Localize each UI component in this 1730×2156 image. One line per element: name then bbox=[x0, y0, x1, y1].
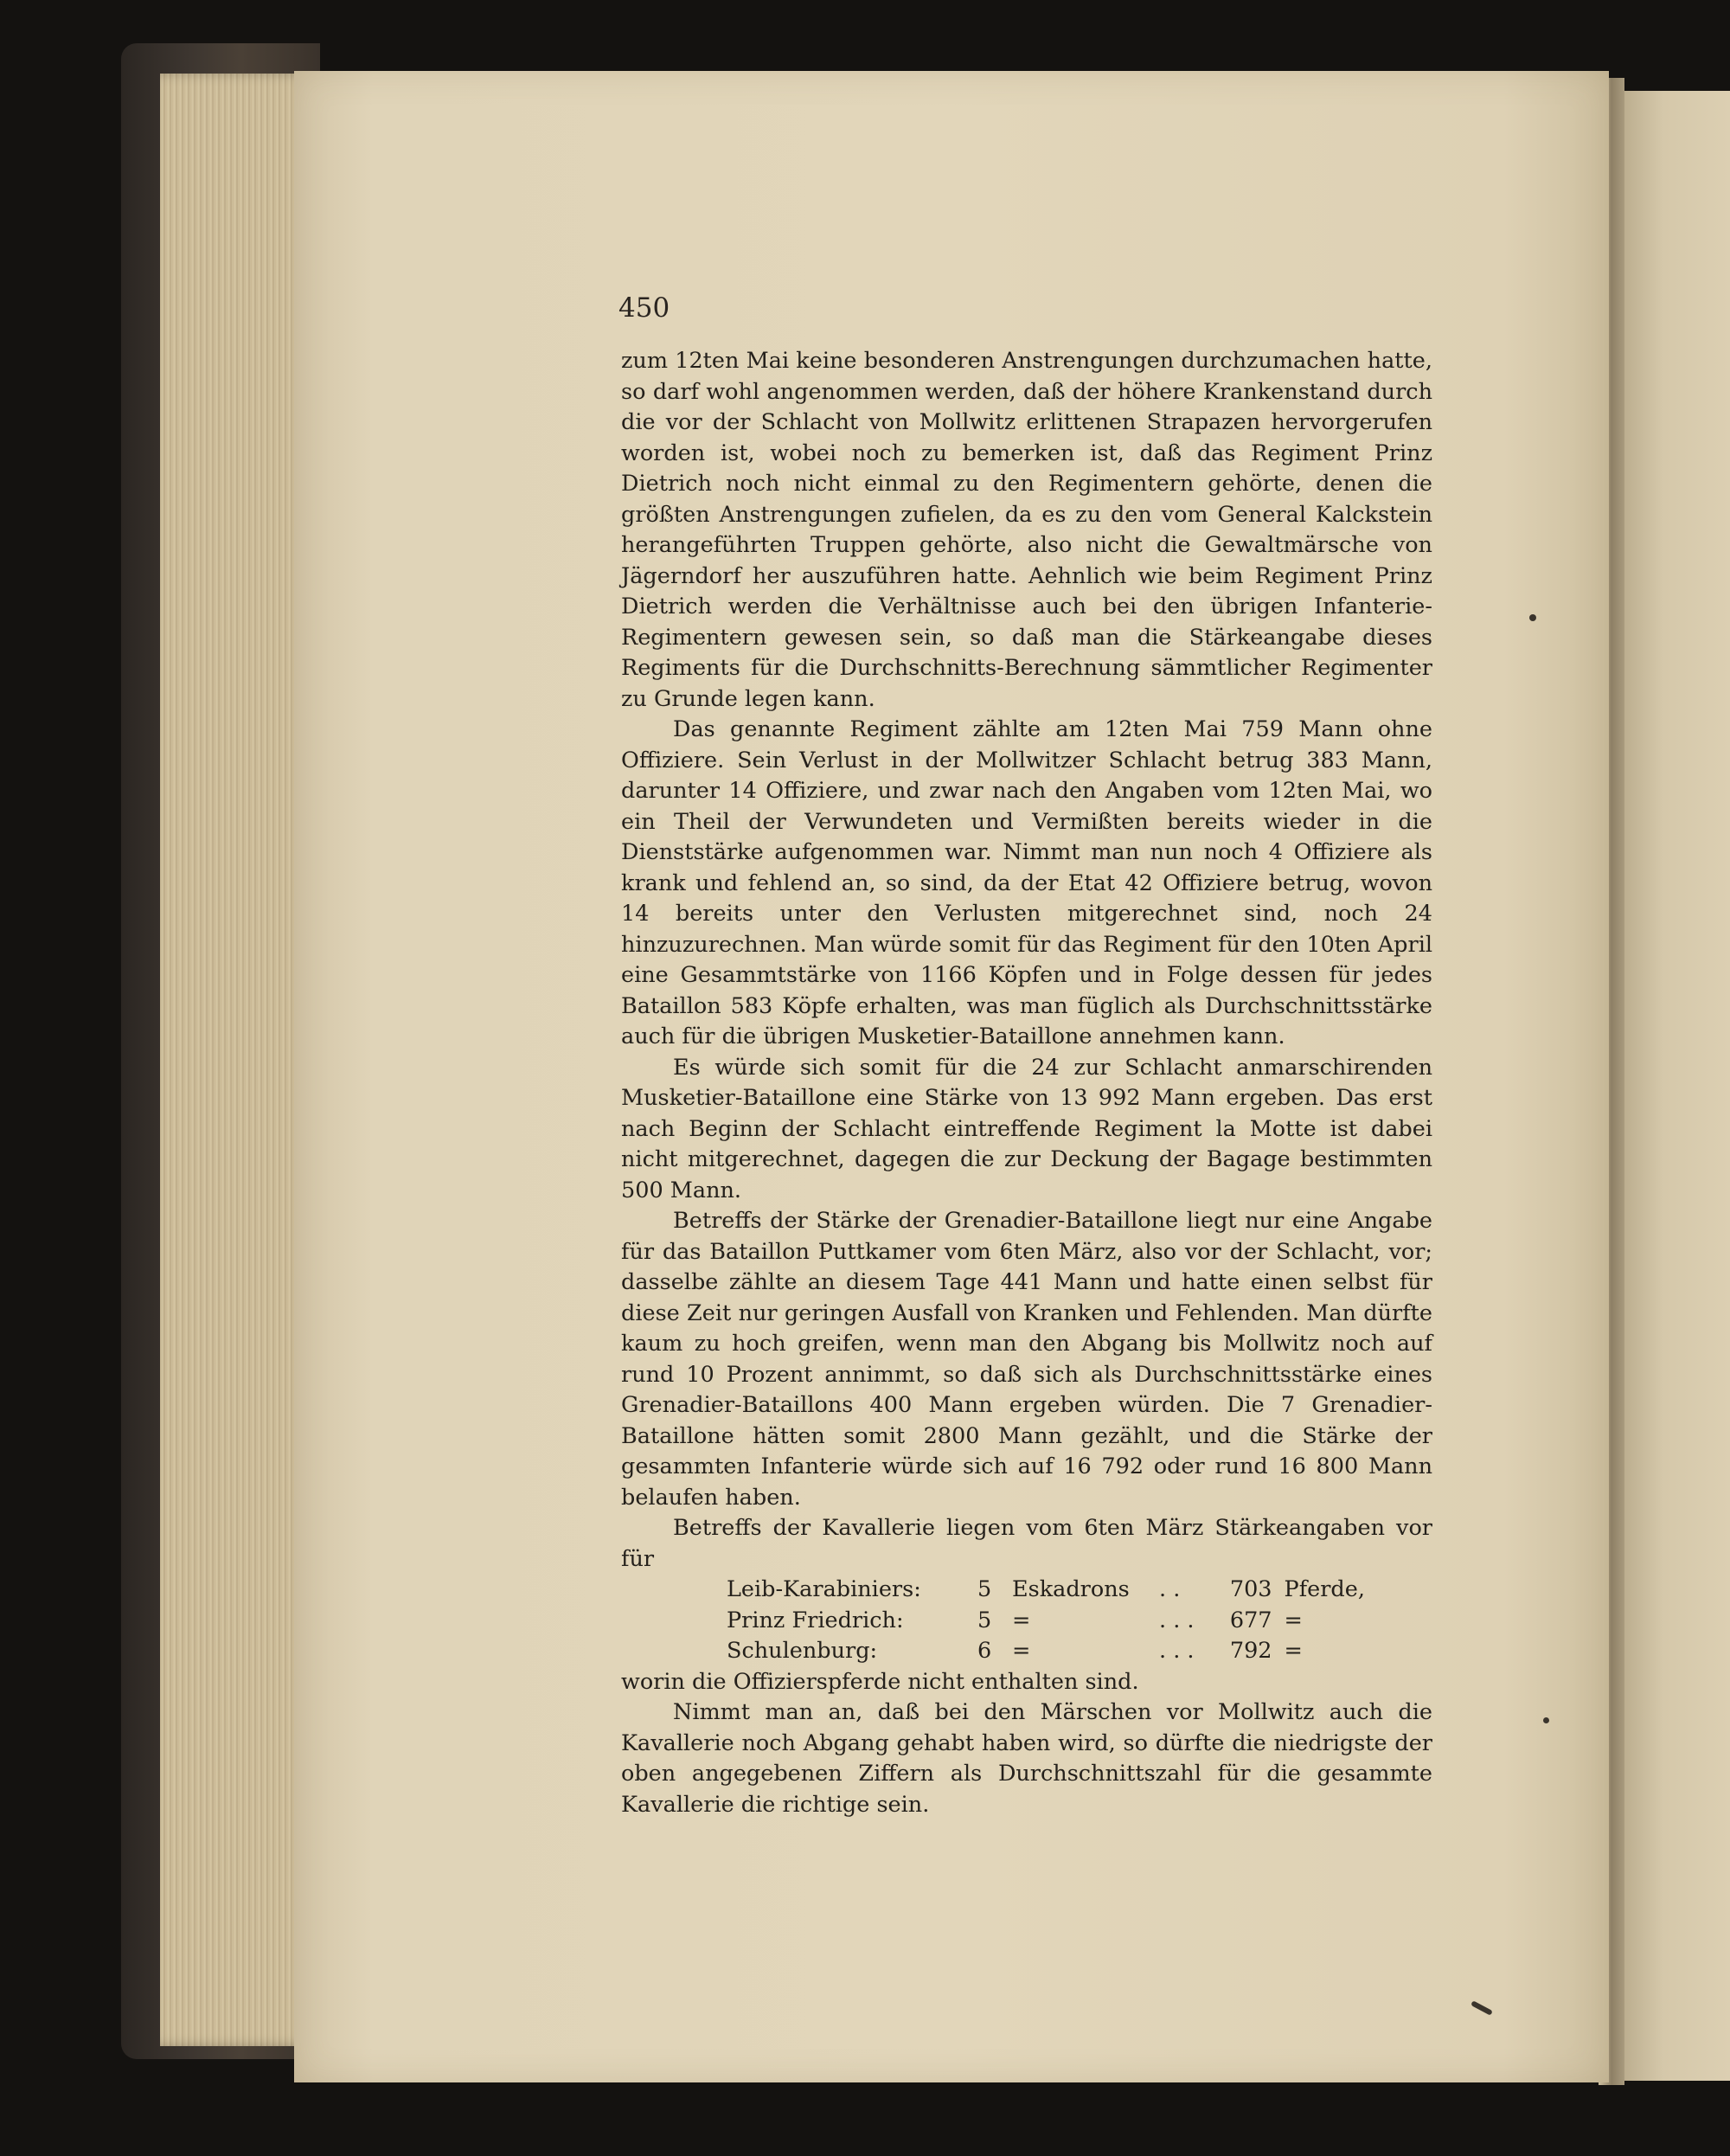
count-label: = bbox=[1284, 1638, 1303, 1664]
count-label: Pferde, bbox=[1284, 1576, 1365, 1602]
horse-count: 677 bbox=[1229, 1607, 1272, 1633]
table-row bbox=[727, 1606, 1397, 1637]
squadron-count: 5 bbox=[977, 1576, 992, 1602]
unit-label: = bbox=[1012, 1638, 1031, 1664]
paragraph: worin die Offizierspferde nicht enthalten sind. bbox=[621, 1668, 1139, 1695]
squadron-count: 5 bbox=[977, 1607, 992, 1633]
leader-dots: . . bbox=[1159, 1576, 1181, 1602]
unit-label: = bbox=[1012, 1607, 1031, 1633]
paragraph: zum 12ten Mai keine besonderen Anstrengungen durchzumachen hatte, so darf wohl angenommen werden, daß der höhere Krankenstand durch die vor der Schlacht von Mollwitz erlittenen Strapazen hervorgerufen worden ist, wobei noch zu bemerken ist, daß das Regiment Prinz Dietrich noch nicht einmal zu den Regimentern gehörte, denen die größten Anstrengungen zufielen, da es zu den vom General Kalckstein herangeführten Truppen gehörte, also nicht die Gewaltmärsche von Jägerndorf her auszuführen hatte. Aehnlich wie beim Regiment Prinz Dietrich werden die Verhältnisse auch bei den übrigen Infanterie-Regimentern gewesen sein, so daß man die Stärkeangabe dieses Regiments für die Durchschnitts-Berechnung sämmtlicher Regimenter zu Grunde legen kann. bbox=[621, 348, 1432, 712]
table-row bbox=[727, 1575, 1397, 1606]
page-block-edges bbox=[160, 74, 311, 2046]
paragraph: Betreffs der Stärke der Grenadier-Bataillone liegt nur eine Angabe für das Bataillon Puttkamer vom 6ten März, also vor der Schlacht, vor; dasselbe zählte an diesem Tage 441 Mann und hatte einen selbst für diese Zeit nur geringen Ausfall von Kranken und Fehlenden. Man dürfte kaum zu hoch greifen, wenn man den Abgang bis Mollwitz noch auf rund 10 Prozent annimmt, so daß sich als Durchschnittsstärke eines Grenadier-Bataillons 400 Mann ergeben würden. Die 7 Grenadier-Bataillone hätten somit 2800 Mann gezählt, und die Stärke der gesammten Infanterie würde sich auf 16 792 oder rund 16 800 Mann belaufen haben. bbox=[621, 1208, 1432, 1511]
paragraph: Betreffs der Kavallerie liegen vom 6ten März Stärkeangaben vor für bbox=[621, 1515, 1432, 1572]
squadron-count: 6 bbox=[977, 1638, 992, 1664]
horse-count: 703 bbox=[1229, 1576, 1272, 1602]
horse-count: 792 bbox=[1229, 1638, 1272, 1664]
count-label: = bbox=[1284, 1607, 1303, 1633]
regiment-name: Leib-Karabiniers: bbox=[727, 1576, 921, 1602]
page-body bbox=[621, 346, 1432, 1820]
leader-dots: . . . bbox=[1159, 1607, 1195, 1633]
paragraph: Es würde sich somit für die 24 zur Schlacht anmarschirenden Musketier-Bataillone eine Stärke von 13 992 Mann ergeben. Das erst nach Beginn der Schlacht eintreffende Regiment la Motte ist dabei nicht mitgerechnet, dagegen die zur Deckung der Bagage bestimmten 500 Mann. bbox=[621, 1054, 1432, 1203]
page-number: 450 bbox=[618, 292, 670, 324]
leader-dots: . . . bbox=[1159, 1638, 1195, 1664]
ink-speck bbox=[1543, 1717, 1549, 1723]
paragraph: Das genannte Regiment zählte am 12ten Mai 759 Mann ohne Offiziere. Sein Verlust in der Mollwitzer Schlacht betrug 383 Mann, darunter 14 Offiziere, und zwar nach den Angaben vom 12ten Mai, wo ein Theil der Verwundeten und Vermißten bereits wieder in die Dienststärke aufgenommen war. Nimmt man nun noch 4 Offiziere als krank und fehlend an, so sind, da der Etat 42 Offiziere betrug, wovon 14 bereits unter den Verlusten mitgerechnet sind, noch 24 hinzuzurechnen. Man würde somit für das Regiment für den 10ten April eine Gesammtstärke von 1166 Köpfen und in Folge dessen für jedes Bataillon 583 Köpfe erhalten, was man füglich als Durchschnittsstärke auch für die übrigen Musketier-Bataillone annehmen kann. bbox=[621, 716, 1432, 1049]
ink-speck bbox=[1529, 614, 1536, 621]
regiment-name: Schulenburg: bbox=[727, 1638, 878, 1664]
facing-page-edge bbox=[1619, 91, 1730, 2081]
table-row bbox=[727, 1636, 1397, 1667]
unit-label: Eskadrons bbox=[1012, 1576, 1130, 1602]
paragraph: Nimmt man an, daß bei den Märschen vor Mollwitz auch die Kavallerie noch Abgang gehabt haben wird, so dürfte die niedrigste der oben angegebenen Ziffern als Durchschnittszahl für die gesammte Kavallerie die richtige sein. bbox=[621, 1699, 1432, 1818]
cavalry-strength-table bbox=[727, 1575, 1397, 1667]
regiment-name: Prinz Friedrich: bbox=[727, 1607, 904, 1633]
